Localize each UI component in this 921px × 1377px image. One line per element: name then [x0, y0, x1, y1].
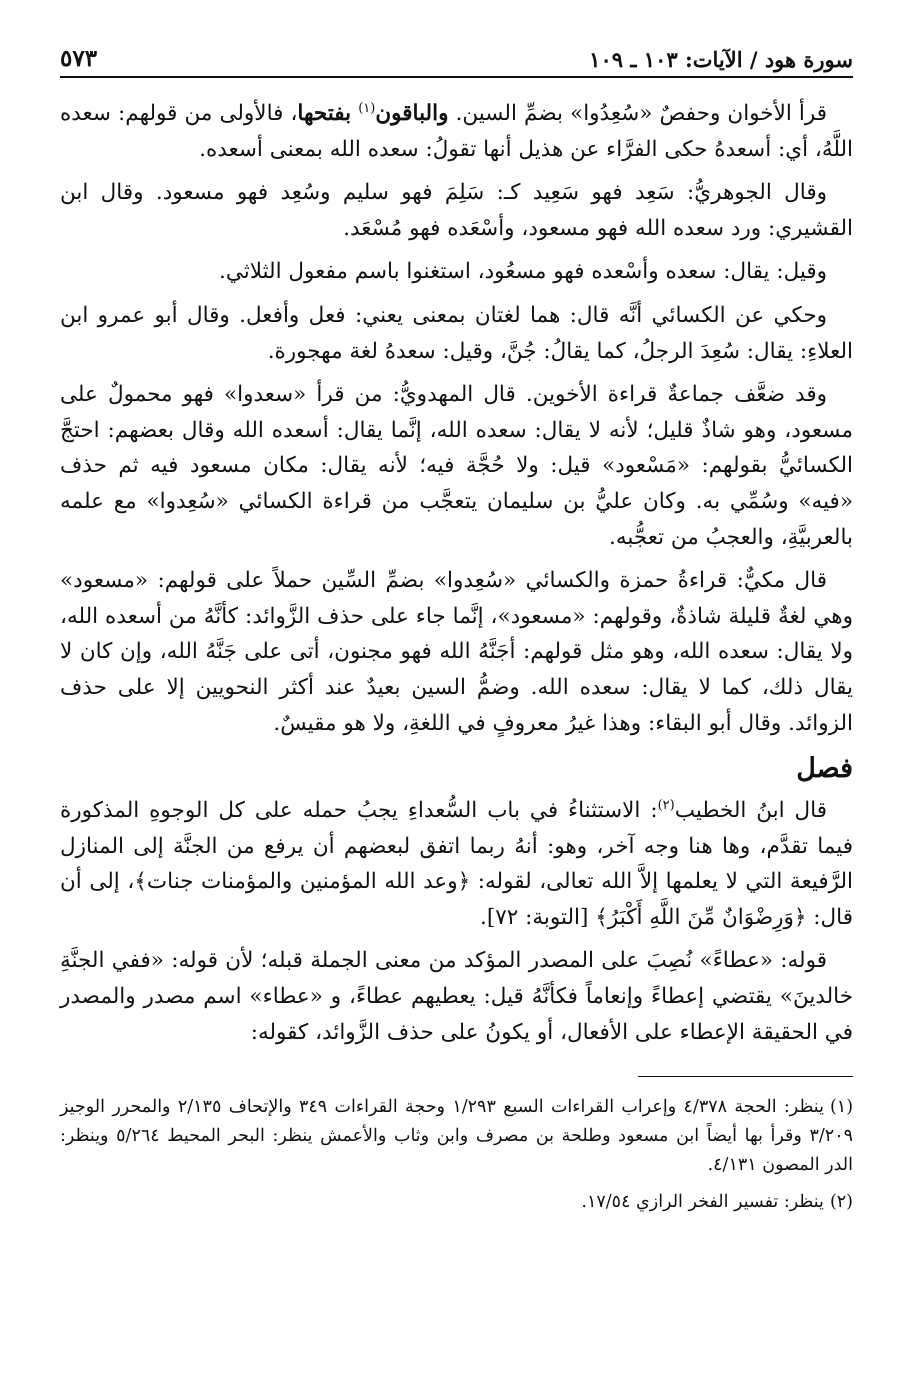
emphasized-word: والباقون [375, 101, 449, 126]
footnote [60, 1093, 853, 1180]
paragraph: وقال الجوهريُّ: سَعِد فهو سَعِيد كـ: سَلِمَ فهو سليم وسُعِد فهو مسعود. وقال ابن القشيري: ورد سعده الله فهو مسعود، وأسْعَده فهو مُسْعَد. [60, 180, 853, 241]
paragraph: قال مكيٌّ: قراءةُ حمزة والكسائي «سُعِدوا» بضمِّ السِّين حملاً على قولهم: «مسعود» وهي لغةٌ قليلة شاذةٌ، وقولهم: «مسعود»، إنَّما جاء على حذف الزَّوائد: كأنَّهُ من أسعده الله، ولا يقال: سعده الله، وهو مثل قولهم: أجَنَّهُ الله فهو مجنون، أتى على جَنَّهُ الله، وإن كان لا يقال ذلك، كما لا يقال: سعده الله. وضمُّ السين بعيدٌ عند أكثر النحويين إلا على حذف الزوائد. وقال أبو البقاء: وهذا غيرُ معروفٍ في اللغةِ، ولا هو مقيسٌ. [60, 568, 853, 736]
footnote-number: (٢) [829, 1192, 853, 1213]
footnote-text: ينظر: تفسير الفخر الرازي ١٧/٥٤. [581, 1192, 824, 1213]
footnote [60, 1188, 853, 1217]
main-text [60, 96, 853, 1050]
running-header [60, 38, 853, 78]
footnotes [60, 1093, 853, 1217]
paragraph-text: ، فالأولى من قولهم: سعده اللَّهُ، أي: أسعدهُ حكى الفرَّاء عن هذيل أنها تقولُ: سعده الله بمعنى أسعده. [60, 101, 853, 162]
paragraph: قوله: «عطاءً» نُصِبَ على المصدر المؤكد من معنى الجملة قبله؛ لأن قوله: «ففي الجنَّةِ خالدينَ» يقتضي إعطاءً وإنعاماً فكأنَّهُ قيل: يعطيهم عطاءً، و «عطاء» اسم مصدر والمصدر في الحقيقة الإعطاء على الأفعال، أو يكونُ على حذف الزَّوائد، كقوله: [60, 948, 853, 1045]
section-heading: فصل [796, 753, 853, 785]
emphasized-word: بفتحها [297, 101, 352, 126]
footnote-text: ينظر: الحجة ٤/٣٧٨ وإعراب القراءات السبع ١/٢٩٣ وحجة القراءات ٣٤٩ والإتحاف ٢/١٣٥ والمحرر الوجيز ٣/٢٠٩ وقرأ بها أيضاً ابن مسعود وطلحة بن مصرف وابن وثاب والأعمش ينظر: البحر المحيط ٥/٢٦٤ وينظر: الدر المصون ٤/١٣١. [60, 1097, 853, 1176]
book-page [60, 38, 853, 1337]
paragraph-text: قرأ الأخوان وحفصٌ «سُعِدُوا» بضمِّ السين. [448, 101, 828, 126]
paragraph: وحكي عن الكسائي أنَّه قال: هما لغتان بمعنى يعني: فعل وأفعل. وقال أبو عمرو ابن العلاءِ: يقال: سُعِدَ الرجلُ، كما يقالُ: جُنَّ، وقيل: سعدهُ لغة مهجورة. [60, 302, 853, 364]
footnote-marker[interactable]: (٢) [657, 797, 675, 813]
footnotes-divider [638, 1076, 853, 1077]
paragraph [60, 793, 853, 935]
paragraph [60, 96, 853, 167]
footnote-number: (١) [829, 1097, 854, 1118]
page-number: ٥٧٣ [60, 45, 98, 72]
paragraph-text: : الاستثناءُ في باب السُّعداءِ يجبُ حمله على كل الوجوهِ المذكورة فيما تقدَّم، وها هنا وجه آخر، وهو: أنهُ ربما اتفق لبعضهم أن يرفع من الجنَّة إلى المنازل الرَّفيعة التي لا يعلمها إلاَّ الله تعالى، لقوله: ﴿وعد الله المؤمنين والمؤمنات جنات﴾، إلى أن قال: ﴿وَرِضْوَانٌ مِّنَ اللَّهِ أَكْبَرُ﴾ [التوبة: ٧٢]. [60, 798, 853, 930]
paragraph: وقد ضعَّف جماعةٌ قراءة الأخوين. قال المهدويُّ: من قرأ «سعدوا» فهو محمولٌ على مسعود، وهو شاذٌ قليل؛ لأنه لا يقال: سعده الله، إنَّما يقال: أسعده الله وقال بعضهم: احتجَّ الكسائيُّ بقولهم: «مَسْعود» قيل: ولا حُجَّة فيه؛ لأنه يقال: مكان مسعود فيه ثم حذف «فيه» وسُمِّي به. وكان عليُّ بن سليمان يتعجَّب من قراءة الكسائي «سُعِدوا» مع علمه بالعربيَّةِ، والعجبُ من تعجُّبه. [60, 382, 853, 550]
paragraph: وقيل: يقال: سعده وأسْعده فهو مسعُود، استغنوا باسم مفعول الثلاثي. [218, 259, 827, 285]
paragraph-text: قال ابنُ الخطيب [674, 798, 827, 824]
footnote-marker[interactable]: (١) [358, 100, 376, 116]
header-title: سورة هود / الآيات: ١٠٣ ـ ١٠٩ [589, 47, 853, 72]
